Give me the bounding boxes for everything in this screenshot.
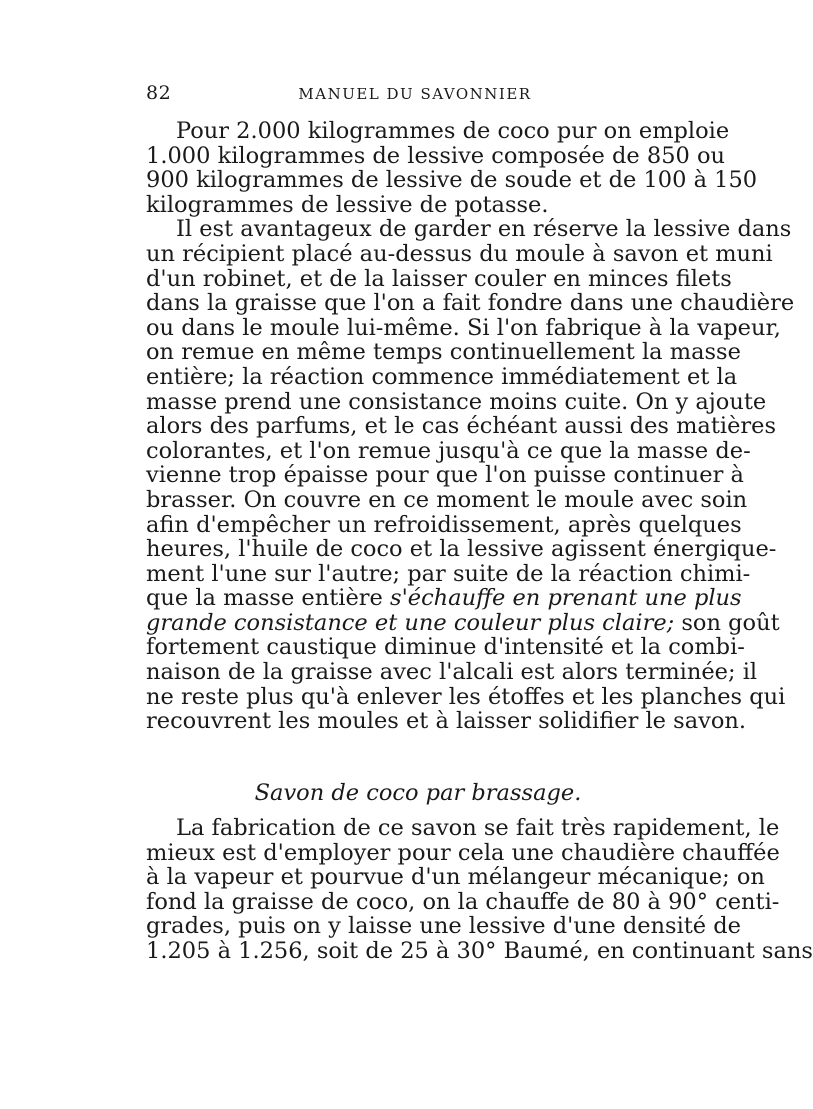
running-title: MANUEL DU SAVONNIER [298, 85, 532, 103]
section-text [146, 815, 813, 964]
italic-text: s'échauffe en prenant une plus [390, 585, 742, 612]
text-line: naison de la graisse avec l'alcali est alors terminée; il [146, 659, 758, 686]
text-line: alors des parfums, et le cas échéant aussi des matières [146, 413, 776, 440]
italic-text: grande consistance et une couleur plus claire; [146, 609, 675, 636]
text-line: colorantes, et l'on remue jusqu'à ce que la masse de- [146, 437, 751, 464]
text-line: on remue en même temps continuellement la masse [146, 339, 741, 366]
text-line: d'un robinet, et de la laisser couler en minces filets [146, 265, 732, 292]
text-line: ne reste plus qu'à enlever les étoffes et les planches qui [146, 683, 786, 710]
main-text [146, 118, 795, 735]
text-line: entière; la réaction commence immédiatement et la [146, 363, 738, 390]
text-line: Pour 2.000 kilogrammes de coco pur on emploie [176, 118, 730, 144]
text-line: brasser. On couvre en ce moment le moule avec soin [146, 486, 748, 513]
text-line: 1.000 kilogrammes de lessive composée de 850 ou [146, 142, 726, 169]
text-line: Il est avantageux de garder en réserve la lessive dans [176, 216, 792, 243]
page-number: 82 [146, 82, 172, 104]
text-line-mixed [146, 585, 742, 612]
text-line: kilogrammes de lessive de potasse. [146, 191, 549, 218]
text-line: à la vapeur et pourvue d'un mélangeur mécanique; on [146, 864, 765, 891]
text-line: fortement caustique diminue d'intensité et la combi- [146, 634, 745, 661]
text-line-mixed [146, 609, 780, 636]
section-heading: Savon de coco par brassage. [254, 780, 582, 806]
text-line: vienne trop épaisse pour que l'on puisse continuer à [146, 462, 744, 489]
text-line: La fabrication de ce savon se fait très rapidement, le [176, 815, 780, 841]
text-line: 1.205 à 1.256, soit de 25 à 30° Baumé, en continuant sans [146, 937, 813, 964]
text-line: fond la graisse de coco, on la chauffe de 80 à 90° centi- [146, 888, 780, 915]
text-line: mieux est d'employer pour cela une chaudière chauffée [146, 839, 780, 866]
text-line: dans la graisse que l'on a fait fondre dans une chaudière [146, 290, 795, 317]
text-line: ou dans le moule lui-même. Si l'on fabrique à la vapeur, [146, 314, 781, 341]
text-line: ment l'une sur l'autre; par suite de la réaction chimi- [146, 560, 751, 587]
text-line: 900 kilogrammes de lessive de soude et de 100 à 150 [146, 167, 758, 194]
plain-text: que la masse entière [146, 585, 391, 612]
text-line: masse prend une consistance moins cuite. On y ajoute [146, 388, 767, 415]
text-line: recouvrent les moules et à laisser solidifier le savon. [146, 708, 747, 735]
text-line: un récipient placé au-dessus du moule à savon et muni [146, 240, 773, 267]
plain-text: son goût [674, 609, 780, 636]
text-line: heures, l'huile de coco et la lessive agissent énergique- [146, 536, 777, 563]
text-line: afin d'empêcher un refroidissement, après quelques [146, 511, 742, 538]
text-line: grades, puis on y laisse une lessive d'une densité de [146, 913, 741, 940]
